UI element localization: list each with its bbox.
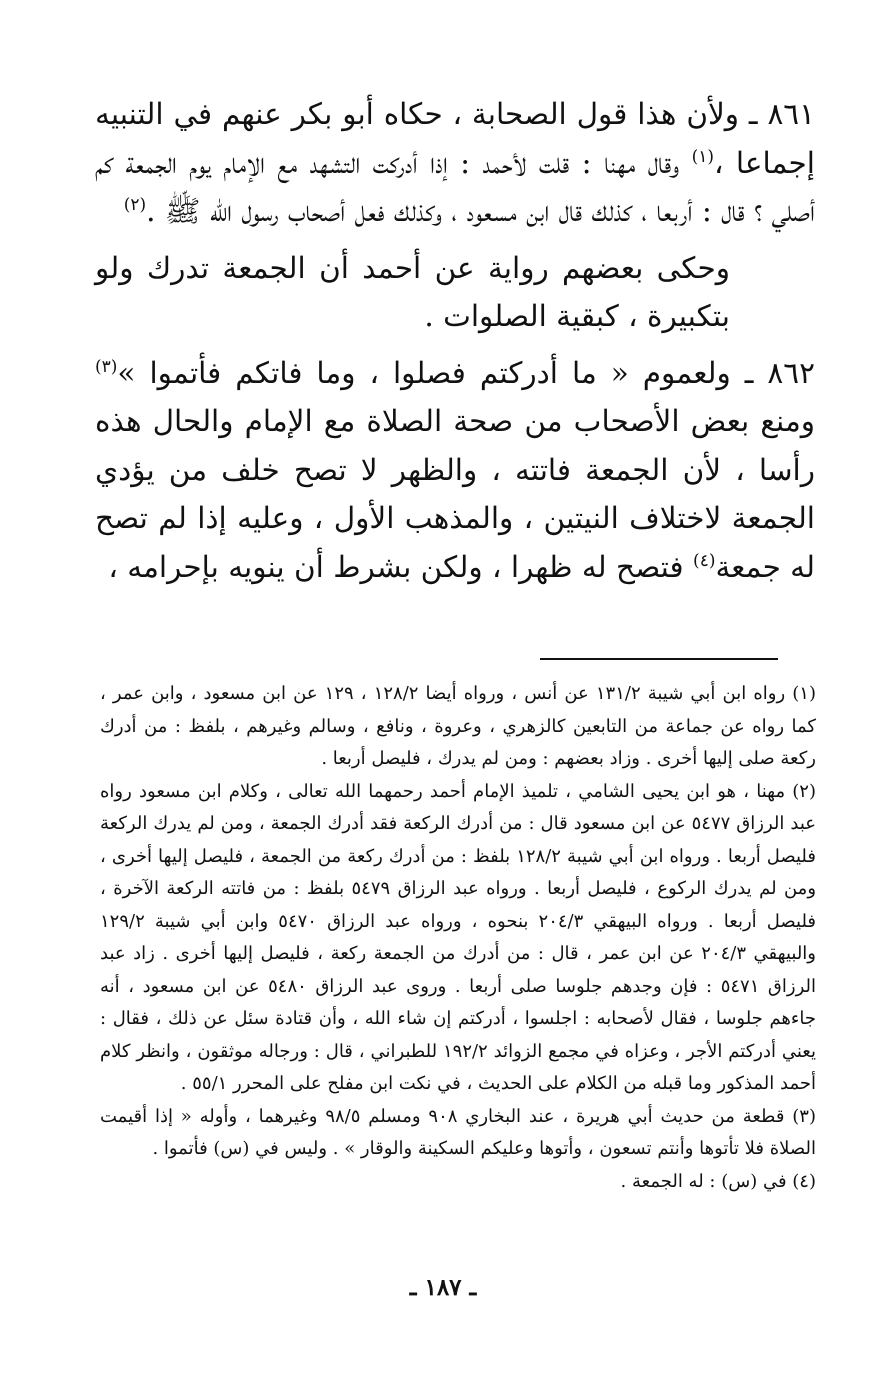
paragraph-text: ولأن هذا قول الصحابة ، حكاه أبو بكر عنهم في التنبيه إجماعا ،	[95, 97, 815, 180]
footnotes	[100, 678, 816, 1198]
paragraph-862	[95, 349, 815, 592]
footnote-ref-1[interactable]: (١)	[691, 146, 715, 167]
paragraph-number: ٨٦١	[767, 97, 815, 131]
paragraph-text: ولعموم « ما أدركتم فصلوا ، وما فاتكم فأتموا »	[117, 355, 731, 390]
paragraph-number: ٨٦٢	[767, 355, 815, 390]
main-text	[95, 90, 815, 591]
footnote-separator	[540, 658, 778, 660]
paragraph-861	[95, 90, 815, 236]
footnote-ref-4[interactable]: (٤)	[693, 550, 716, 571]
paragraph-text: ومنع بعض الأصحاب من صحة الصلاة مع الإمام والحال هذه رأسا ، لأن الجمعة فاتته ، والظهر لا تصح خلف من يؤدي الجمعة لاختلاف النيتين ، والمذهب الأول ، وعليه إذا لم تصح له جمعة	[95, 404, 815, 584]
footnote-ref-3[interactable]: (٣)	[95, 356, 118, 377]
page-number: ـ ١٨٧ ـ	[409, 1274, 477, 1301]
footnote-1: (١) رواه ابن أبي شيبة ١٣١/٢ عن أنس ، ورواه أيضا ١٢٨/٢ ، ١٢٩ عن ابن مسعود ، وابن عمر ، كما رواه عن جماعة من التابعين كالزهري ، وعروة ، ونافع ، وسالم وغيرهم ، بلفظ : من أدرك ركعة صلى إليها أخرى . وزاد بعضهم : ومن لم يدرك ، فليصل أربعا .	[100, 683, 816, 769]
paragraph-text: وقال مهنا : قلت لأحمد : إذا أدركت التشهد مع الإمام يوم الجمعة كم أصلي ؟ قال : أربعا ، كذلك قال ابن مسعود ، وكذلك فعل أصحاب رسول الله ﷺ .	[95, 145, 815, 228]
footnote-3: (٣) قطعة من حديث أبي هريرة ، عند البخاري ٩٠٨ ومسلم ٩٨/٥ وغيرهما ، وأوله « إذا أقيمت الصلاة فلا تأتوها وأنتم تسعون ، وأتوها وعليكم السكينة والوقار » . وليس في (س) فأتموا .	[100, 1105, 816, 1159]
paragraph-plain	[95, 244, 815, 341]
footnote-4: (٤) في (س) : له الجمعة .	[620, 1170, 816, 1192]
paragraph-dash: ـ	[748, 97, 758, 131]
paragraph-text: وحكى بعضهم رواية عن أحمد أن الجمعة تدرك ولو بتكبيرة ، كبقية الصلوات .	[95, 250, 730, 333]
footnote-ref-2[interactable]: (٢)	[123, 195, 147, 216]
footnote-2: (٢) مهنا ، هو ابن يحيى الشامي ، تلميذ الإمام أحمد رحمهما الله تعالى ، وكلام ابن مسعود رواه عبد الرزاق ٥٤٧٧ عن ابن مسعود قال : من أدرك الركعة فقد أدرك الجمعة ، ومن لم يدرك الركعة فليصل أربعا . ورواه ابن أبي شيبة ١٢٨/٢ بلفظ : من أدرك ركعة من الجمعة ، فليصل إليها أخرى ، ومن لم يدرك الركوع ، فليصل أربعا . ورواه عبد الرزاق ٥٤٧٩ بلفظ : من فاتته الركعة الآخرة ، فليصل أربعا . ورواه البيهقي ٢٠٤/٣ بنحوه ، ورواه عبد الرزاق ٥٤٧٠ وابن أبي شيبة ١٢٩/٢ والبيهقي ٢٠٤/٣ عن ابن عمر ، قال : من أدرك من الجمعة ركعة ، فليصل إليها أخرى . زاد عبد الرزاق ٥٤٧١ : فإن وجدهم جلوسا صلى أربعا . وروى عبد الرزاق ٥٤٨٠ عن ابن مسعود ، أنه جاءهم جلوسا ، فقال لأصحابه : اجلسوا ، أدركتم إن شاء الله ، وأن قتادة سئل عن ذلك ، فقال : يعني أدركتم الأجر ، وعزاه في مجمع الزوائد ١٩٢/٢ للطبراني ، قال : ورجاله موثقون ، وانظر كلام أحمد المذكور وما قبله من الكلام على الحديث ، في نكت ابن مفلح على المحرر ٥٥/١ .	[100, 780, 817, 1094]
paragraph-dash: ـ	[744, 355, 754, 390]
paragraph-text: فتصح له ظهرا ، ولكن بشرط أن ينويه بإحرامه ،	[108, 549, 684, 584]
